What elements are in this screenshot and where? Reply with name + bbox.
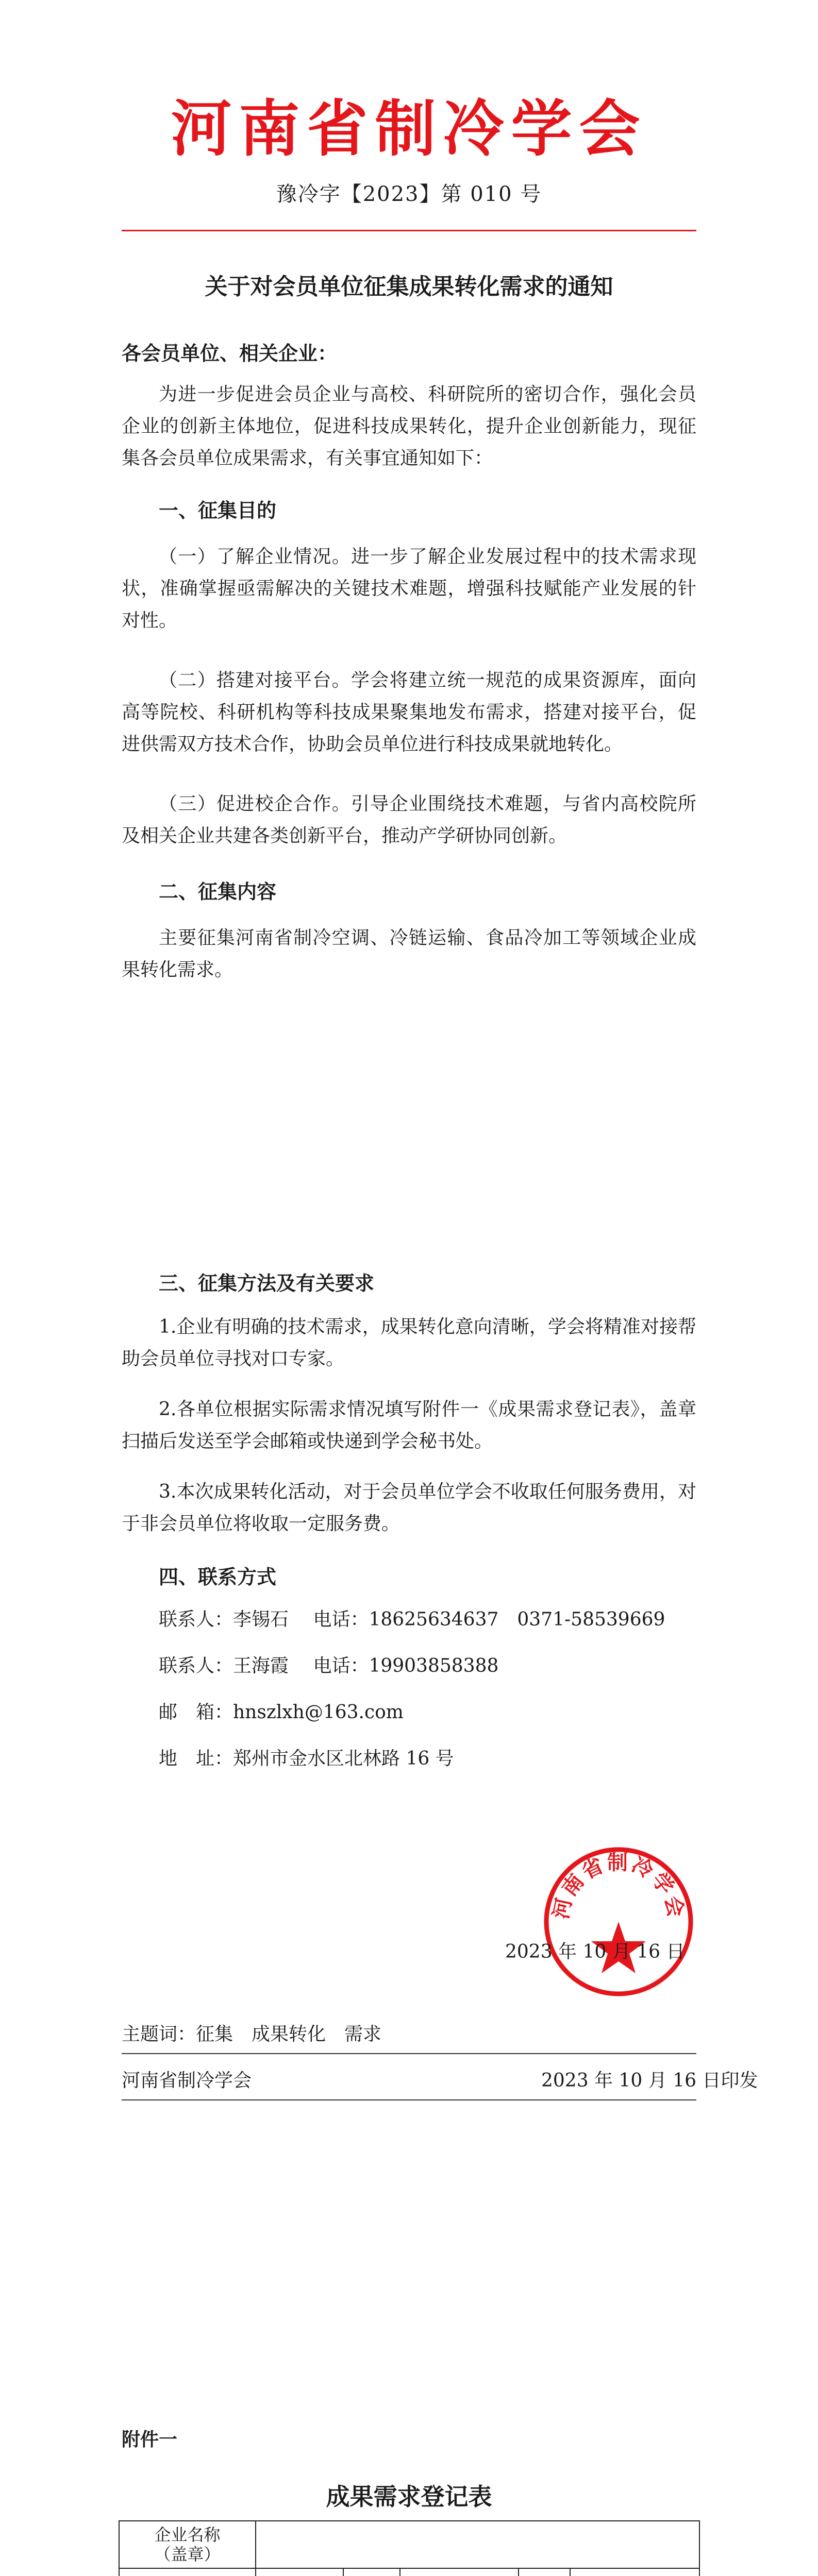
org-title: 河南省制冷学会: [171, 93, 647, 164]
official-seal: [541, 1844, 696, 1999]
seal-text: 河南省制冷学会: [549, 1851, 688, 1921]
contact-person-1: 联系人：李锡石 电话：18625634637 0371-58539669: [159, 1609, 665, 1630]
registration-form: [119, 2520, 700, 2576]
method-item-3: 3.本次成果转化活动，对于会员单位学会不收取任何服务费用，对于非会员单位将收取一定服务费。: [122, 1481, 696, 1534]
intro-paragraph: 为进一步促进会员企业与高校、科研院所的密切合作，强化会员企业的创新主体地位，促进科技成果转化，提升企业创新能力，现征集各会员单位成果需求，有关事宜通知如下：: [122, 384, 696, 469]
print-date: 2023 年 10 月 16 日印发: [541, 2070, 758, 2091]
issuer: 河南省制冷学会: [122, 2070, 252, 2091]
purpose-item-1: （一）了解企业情况。进一步了解企业发展过程中的技术需求现状，准确掌握亟需解决的关键技术难题，增强科技赋能产业发展的针对性。: [122, 546, 696, 631]
contact-address: 地 址：郑州市金水区北林路 16 号: [159, 1748, 454, 1769]
phone-field[interactable]: [400, 2568, 519, 2576]
purpose-item-3: （三）促进校企合作。引导企业围绕技术难题，与省内高校院所及相关企业共建各类创新平台，推动产学研协同创新。: [122, 793, 696, 846]
notice-title: 关于对会员单位征集成果转化需求的通知: [205, 274, 613, 300]
method-item-1: 1.企业有明确的技术需求，成果转化意向清晰，学会将精准对接帮助会员单位寻找对口专家。: [122, 1316, 696, 1369]
phone-label: [343, 2568, 400, 2576]
footer-divider-bottom: [122, 2099, 696, 2100]
contact-email: 邮 箱：hnszlxh@163.com: [159, 1702, 404, 1723]
red-divider: [122, 230, 696, 231]
email-label: [519, 2568, 570, 2576]
footer-divider-top: [122, 2053, 696, 2054]
svg-text:河南省制冷学会: [549, 1851, 688, 1921]
company-name-field[interactable]: [256, 2521, 699, 2568]
section-heading-content: 二、征集内容: [159, 880, 277, 903]
section-heading-purpose: 一、征集目的: [159, 499, 277, 522]
form-title: 成果需求登记表: [326, 2483, 492, 2511]
keywords: 主题词：征集 成果转化 需求: [122, 2024, 382, 2045]
content-paragraph: 主要征集河南省制冷空调、冷链运输、食品冷加工等领域企业成果转化需求。: [122, 927, 696, 980]
notice-date: 2023 年 10 月 16 日: [505, 1941, 685, 1962]
document-number: 豫冷字【2023】第 010 号: [276, 182, 542, 206]
method-item-2: 2.各单位根据实际需求情况填写附件一《成果需求登记表》，盖章扫描后发送至学会邮箱或快递到学会秘书处。: [122, 1399, 696, 1452]
company-name-label: 企业名称 （盖章）: [119, 2521, 256, 2568]
contact-person-2: 联系人：王海霞 电话：19903858388: [159, 1655, 499, 1676]
contact-label: [119, 2568, 256, 2576]
contact-field[interactable]: [256, 2568, 343, 2576]
section-heading-contact: 四、联系方式: [159, 1566, 277, 1588]
salutation: 各会员单位、相关企业：: [122, 342, 338, 365]
purpose-item-2: （二）搭建对接平台。学会将建立统一规范的成果资源库，面向高等院校、科研机构等科技成果聚集地发布需求，搭建对接平台，促进供需双方技术合作，协助会员单位进行科技成果就地转化。: [122, 670, 696, 755]
attachment-label: 附件一: [122, 2429, 178, 2450]
email-field[interactable]: [570, 2568, 699, 2576]
section-heading-method: 三、征集方法及有关要求: [159, 1272, 375, 1295]
